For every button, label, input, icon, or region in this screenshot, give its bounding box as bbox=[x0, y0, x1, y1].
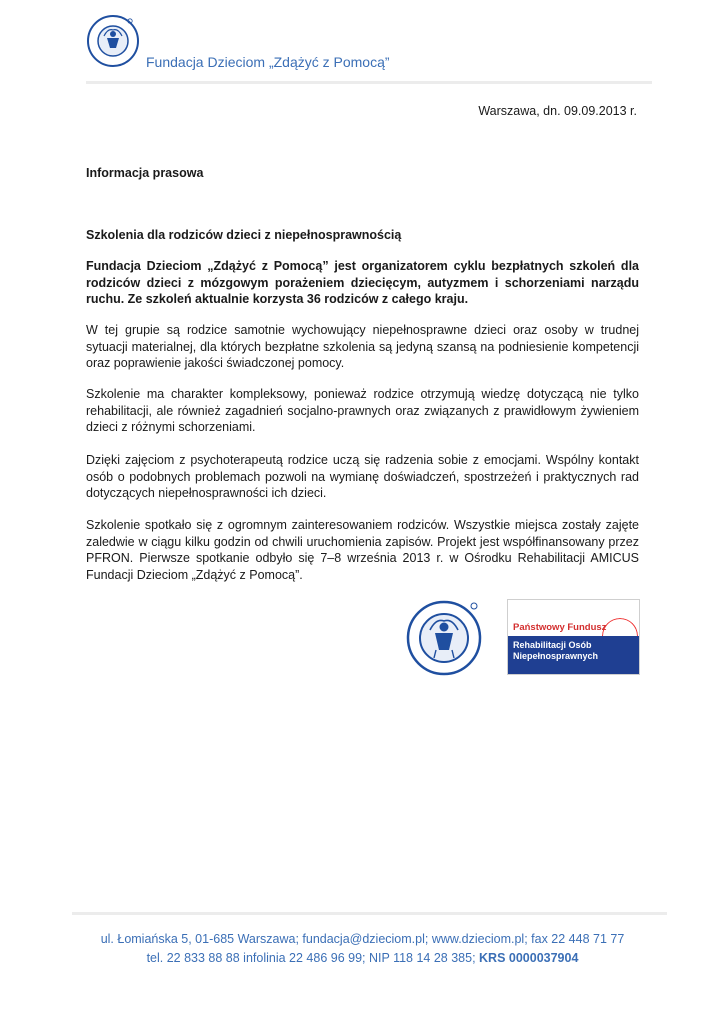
footer-divider bbox=[72, 912, 667, 915]
pfron-name-line3: Niepełnosprawnych bbox=[513, 651, 599, 661]
paragraph: Dzięki zajęciom z psychoterapeutą rodzice uczą się radzenia sobie z emocjami. Wspólny kontakt osób o podobnych problemach pozwoli na wymianę doświadczeń, spostrzeżeń i praktycznych rad dotyczących niepełnosprawności ich dzieci. bbox=[86, 453, 639, 501]
document-heading: Informacja prasowa bbox=[86, 166, 204, 180]
document-title: Szkolenia dla rodziców dzieci z niepełnosprawnością bbox=[86, 228, 402, 242]
foundation-logo bbox=[86, 14, 140, 68]
pfron-name-line1: Państwowy Fundusz bbox=[513, 622, 607, 633]
footer-contact bbox=[0, 951, 725, 965]
footer-krs: KRS 0000037904 bbox=[479, 951, 579, 965]
footer-address: ul. Łomiańska 5, 01-685 Warszawa; fundacja@dzieciom.pl; www.dzieciom.pl; fax 22 448 71 77 bbox=[100, 932, 625, 946]
paragraph-lead: Fundacja Dzieciom „Zdążyć z Pomocą” jest organizatorem cyklu bezpłatnych szkoleń dla rodziców dzieci z mózgowym porażeniem dziecięcym, autyzmem i schorzeniami narządu ruchu. Ze szkoleń aktualnie korzysta 36 rodziców z całego kraju. bbox=[86, 259, 639, 307]
paragraph: Szkolenie ma charakter kompleksowy, ponieważ rodzice otrzymują wiedzę dotyczącą nie tylko rehabilitacji, ale również zagadnień socjalno-prawnych oraz związanych z prawidłowym żywieniem dzieci z różnymi schorzeniami. bbox=[86, 387, 639, 435]
organization-name: Fundacja Dzieciom „Zdążyć z Pomocą” bbox=[146, 54, 390, 70]
date-line: Warszawa, dn. 09.09.2013 r. bbox=[478, 104, 637, 118]
foundation-logo-large bbox=[406, 600, 482, 676]
paragraph: W tej grupie są rodzice samotnie wychowujący niepełnosprawne dzieci oraz osoby w trudnej sytuacji materialnej, dla których bezpłatne szkolenia są jedyną szansą na podniesienie kompetencji oraz poprawienie jakości świadczonej pomocy. bbox=[86, 323, 639, 371]
pfron-name-line2: Rehabilitacji Osób bbox=[513, 640, 592, 650]
paragraph: Szkolenie spotkało się z ogromnym zainteresowaniem rodziców. Wszystkie miejsca zostały zajęte zaledwie w ciągu kilku godzin od chwili uruchomienia zapisów. Projekt jest współfinansowany przez PFRON. Pierwsze spotkanie odbyło się 7–8 września 2013 r. w Ośrodku Rehabilitacji AMICUS Fundacji Dzieciom „Zdążyć z Pomocą”. bbox=[86, 518, 639, 582]
footer-phones: tel. 22 833 88 88 infolinia 22 486 96 99; NIP 118 14 28 385; bbox=[146, 951, 480, 965]
header-divider bbox=[86, 81, 652, 84]
pfron-logo bbox=[507, 599, 640, 675]
